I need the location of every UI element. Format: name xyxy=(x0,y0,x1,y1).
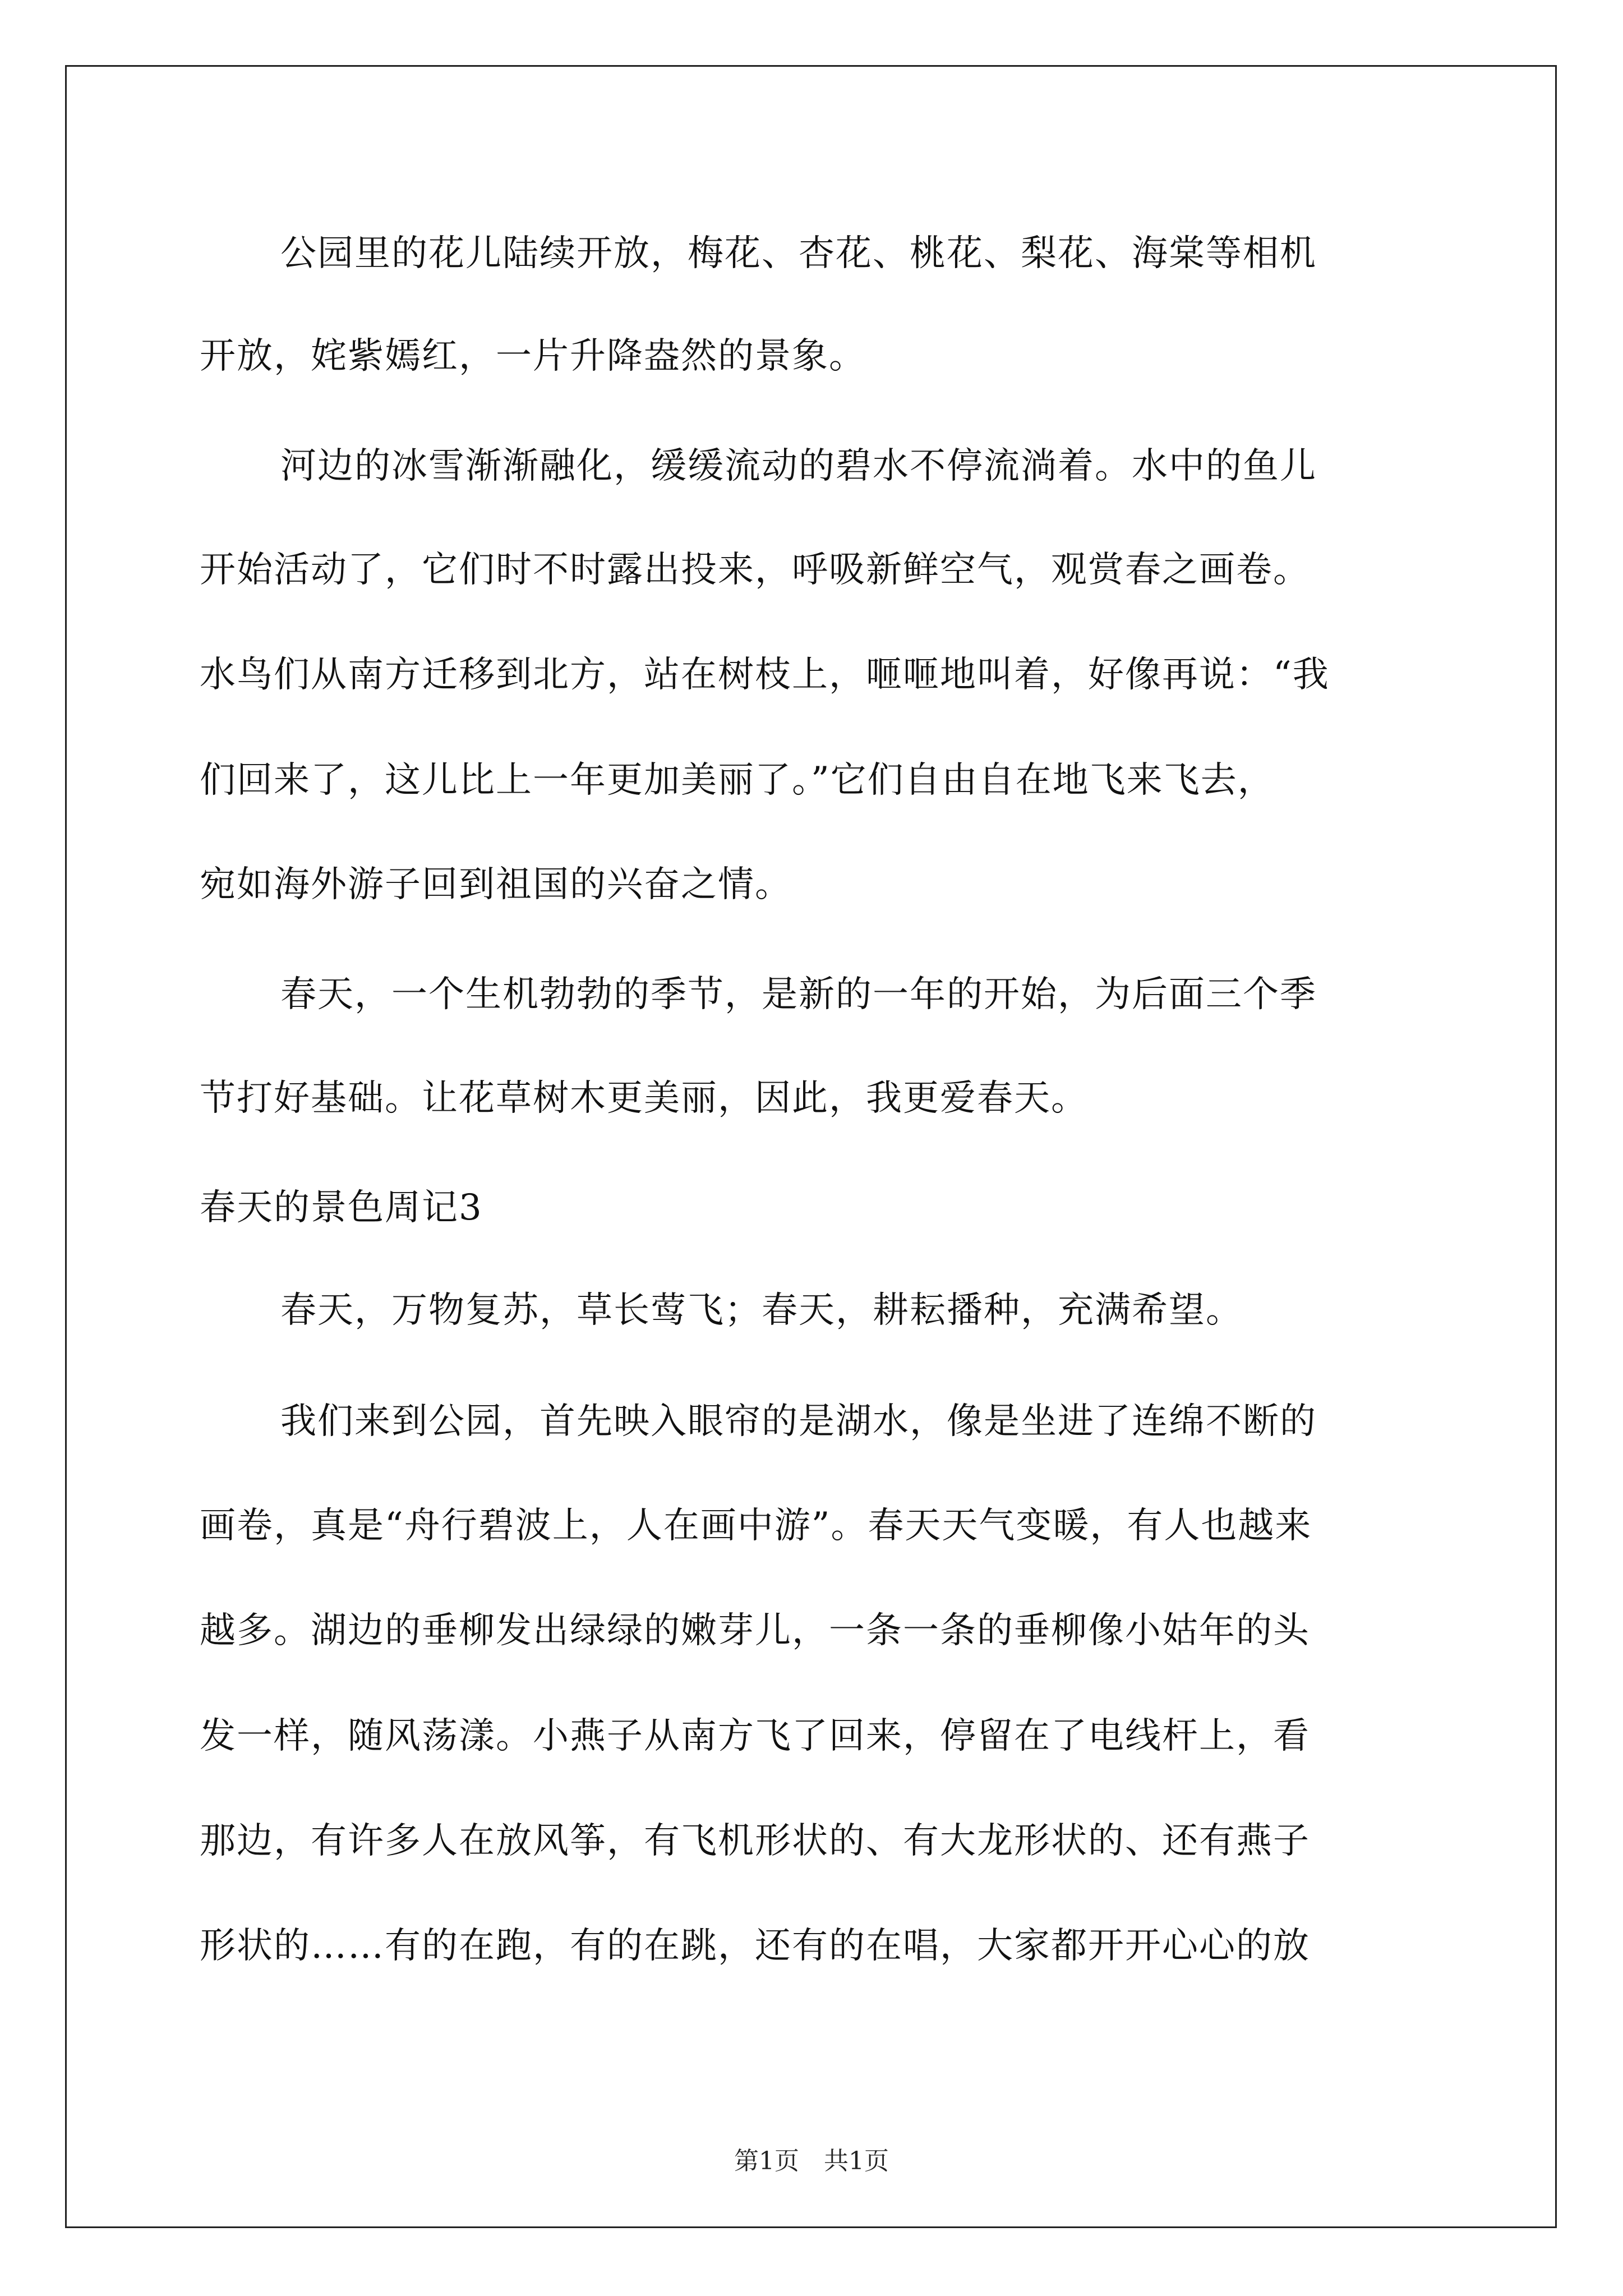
paragraph-line: 水鸟们从南方迁移到北方，站在树枝上，咂咂地叫着，好像再说：“我 xyxy=(200,654,1330,696)
paragraph-line: 公园里的花儿陆续开放，梅花、杏花、桃花、梨花、海棠等相机 xyxy=(280,233,1317,274)
paragraph-line: 越多。湖边的垂柳发出绿绿的嫩芽儿，一条一条的垂柳像小姑年的头 xyxy=(200,1610,1310,1651)
paragraph-line: 们回来了，这儿比上一年更加美丽了。”它们自由自在地飞来飞去， xyxy=(200,760,1275,801)
page-number-footer: 第1页 共1页 xyxy=(734,2147,889,2175)
paragraph-line: 河边的冰雪渐渐融化，缓缓流动的碧水不停流淌着。水中的鱼儿 xyxy=(280,445,1317,487)
paragraph-line: 那边，有许多人在放风筝，有飞机形状的、有大龙形状的、还有燕子 xyxy=(200,1820,1310,1862)
paragraph-line: 节打好基础。让花草树木更美丽，因此，我更爱春天。 xyxy=(200,1078,1088,1119)
paragraph-line: 开始活动了，它们时不时露出投来，呼吸新鲜空气，观赏春之画卷。 xyxy=(200,549,1310,591)
paragraph-line: 形状的……有的在跑，有的在跳，还有的在唱，大家都开开心心的放 xyxy=(200,1925,1310,1967)
page-border xyxy=(65,65,1557,2228)
paragraph-line: 画卷，真是“舟行碧波上，人在画中游”。春天天气变暖，有人也越来 xyxy=(200,1505,1312,1547)
paragraph-line: 春天，万物复苏，草长莺飞；春天，耕耘播种，充满希望。 xyxy=(280,1290,1243,1331)
paragraph-line: 宛如海外游子回到祖国的兴奋之情。 xyxy=(200,864,792,905)
section-heading: 春天的景色周记3 xyxy=(200,1187,483,1228)
paragraph-line: 我们来到公园，首先映入眼帘的是湖水，像是坐进了连绵不断的 xyxy=(280,1401,1317,1442)
paragraph-line: 发一样，随风荡漾。小燕子从南方飞了回来，停留在了电线杆上，看 xyxy=(200,1715,1310,1757)
paragraph-line: 开放，姹紫嫣红，一片升降盎然的景象。 xyxy=(200,335,866,377)
paragraph-line: 春天，一个生机勃勃的季节，是新的一年的开始，为后面三个季 xyxy=(280,974,1317,1015)
